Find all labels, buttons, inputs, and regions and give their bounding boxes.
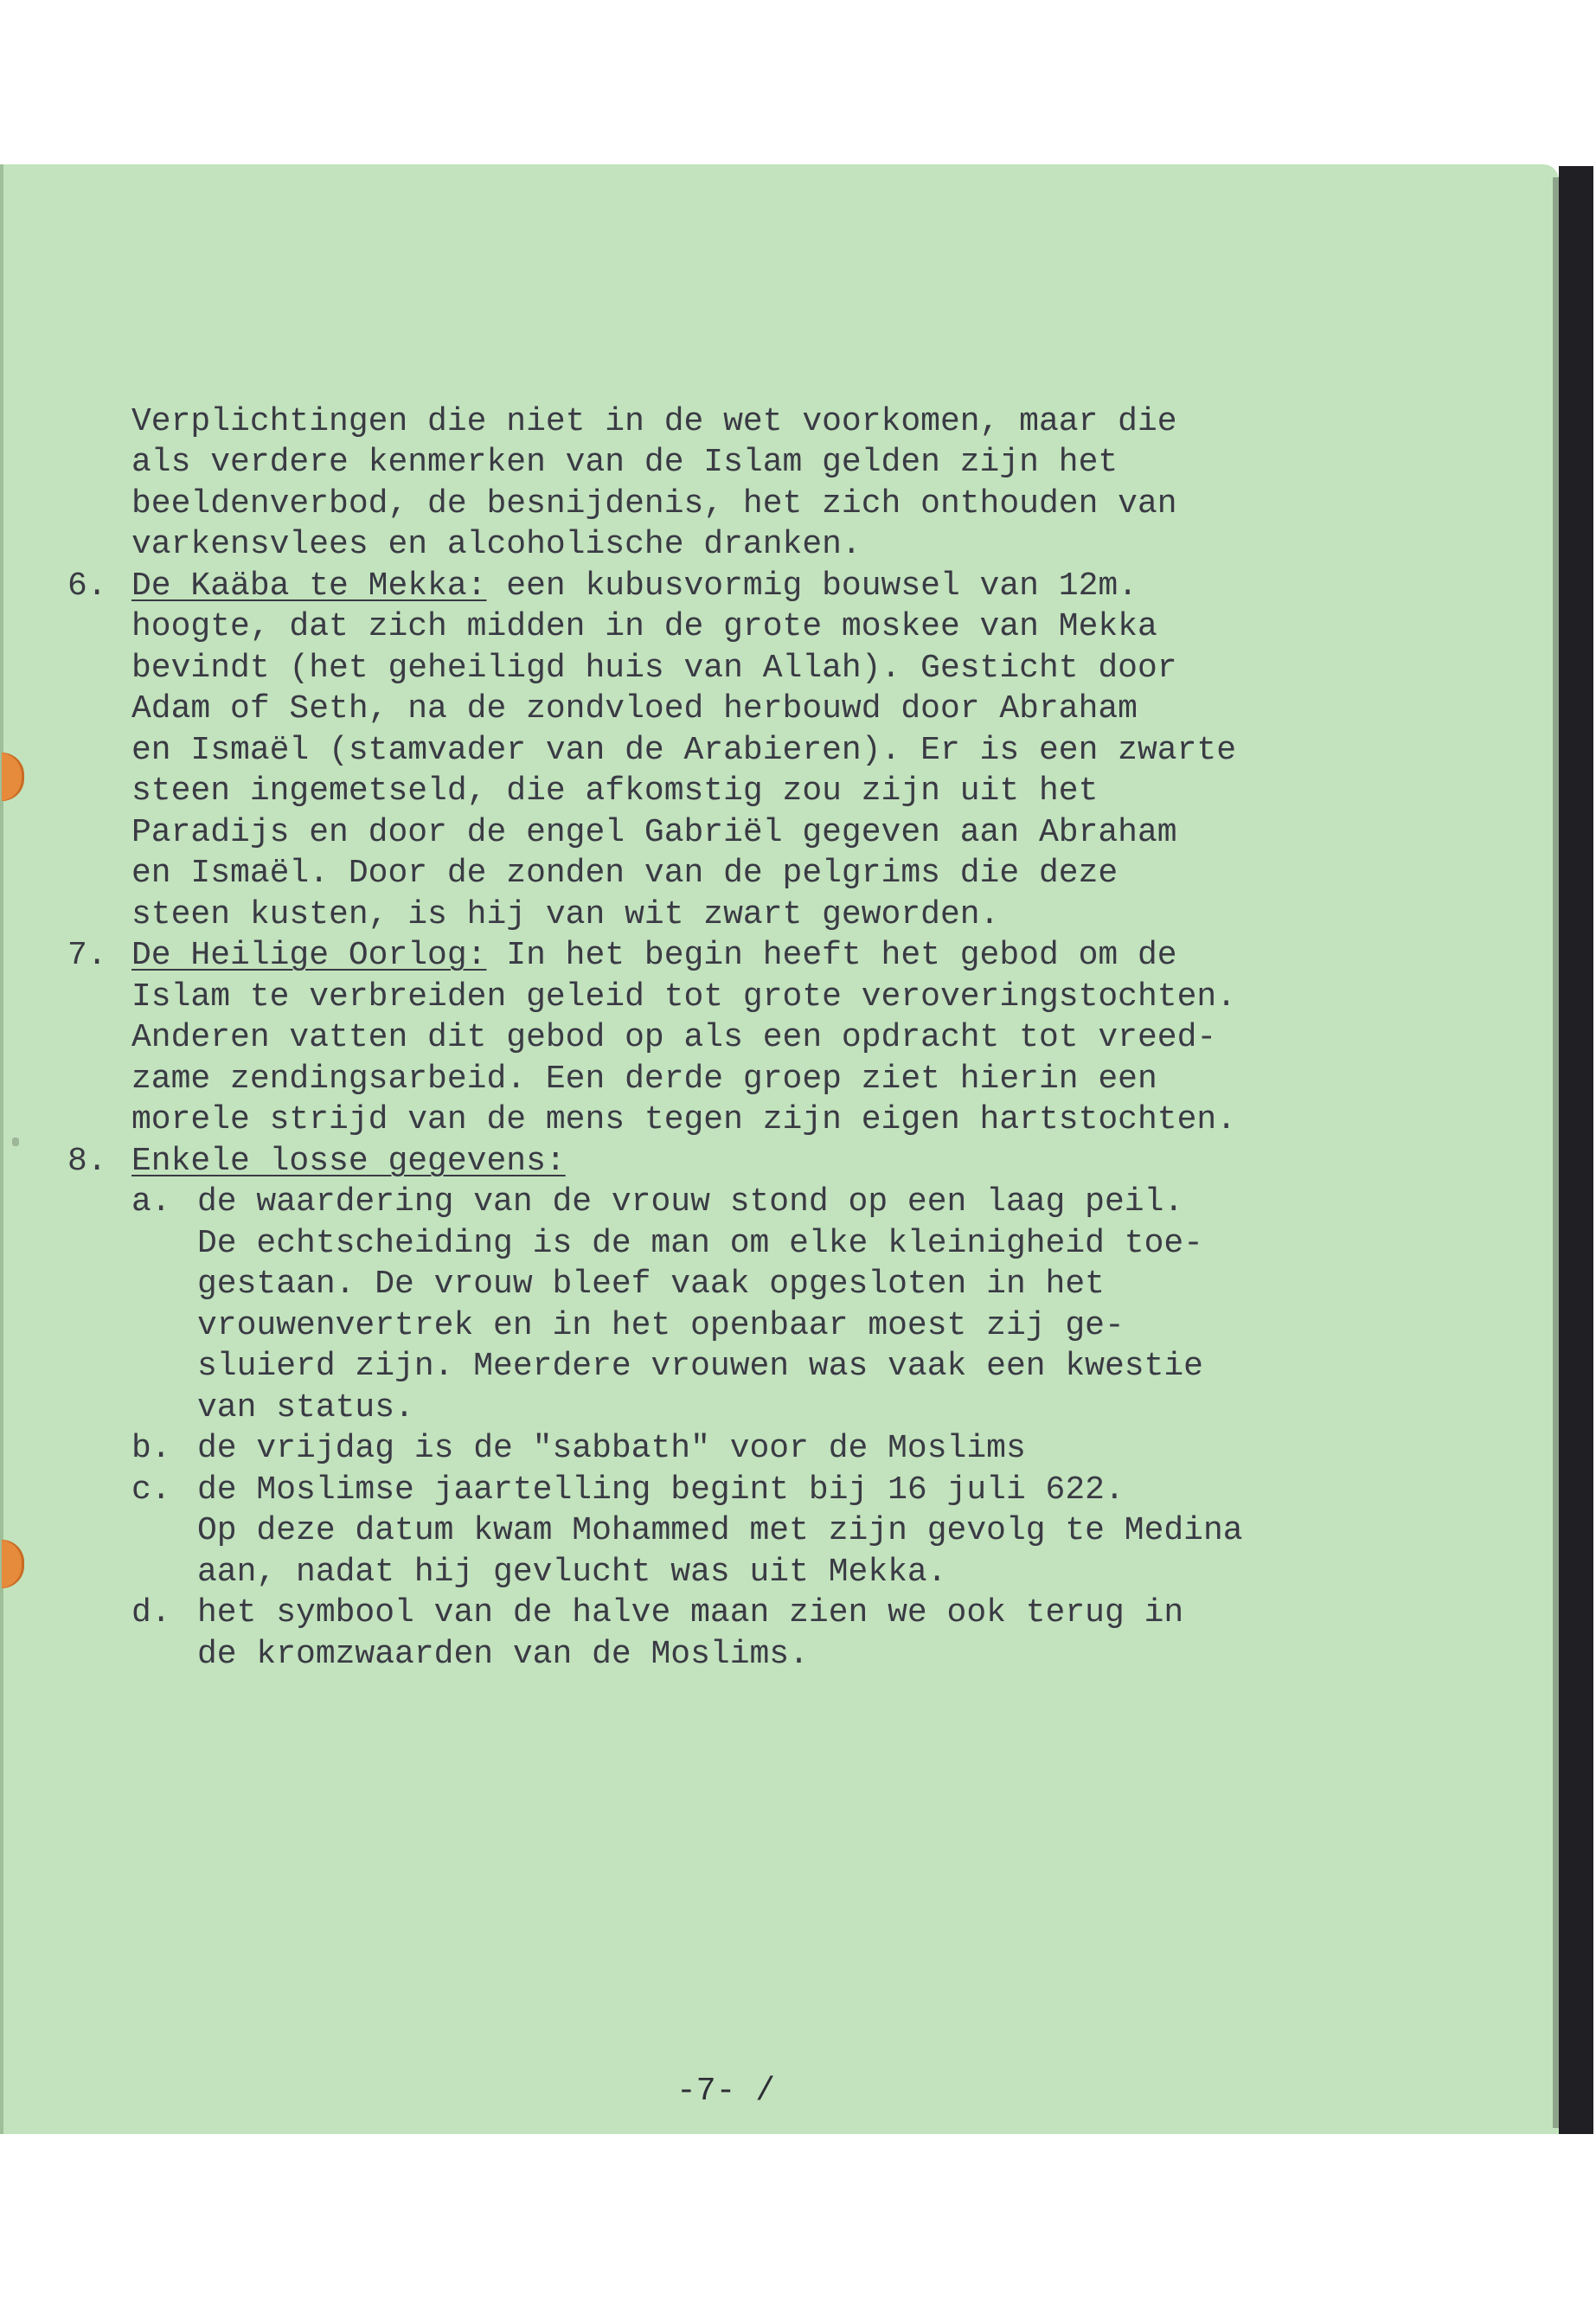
section-6-title: De Kaäba te Mekka:: [131, 567, 487, 605]
item-b-line-1: de vrijdag is de "sabbath" voor de Moslims: [197, 1430, 1026, 1467]
item-c-line-1: de Moslimse jaartelling begint bij 16 juli 622.: [197, 1471, 1125, 1509]
item-a-line-1: de waardering van de vrouw stond op een laag peil.: [197, 1183, 1184, 1221]
section-7-line-1: [131, 936, 1177, 976]
item-d-label: d.: [131, 1594, 171, 1631]
intro-line-4: varkensvlees en alcoholische dranken.: [131, 526, 862, 563]
paper-mark: [12, 1138, 19, 1146]
section-6-line-5: en Ismaël (stamvader van de Arabieren). Er is een zwarte: [131, 732, 1237, 769]
section-6-number: 6.: [67, 567, 107, 605]
section-7-number: 7.: [67, 937, 107, 974]
item-c-label: c.: [131, 1471, 171, 1509]
section-7-line-3: Anderen vatten dit gebod op als een opdracht tot vreed-: [131, 1019, 1217, 1056]
section-7-line-4: zame zendingsarbeid. Een derde groep ziet hierin een: [131, 1061, 1157, 1098]
page-number: -7- /: [676, 2073, 776, 2110]
section-6-line-1: [131, 567, 1138, 606]
section-8-number: 8.: [67, 1143, 107, 1180]
item-a-label: a.: [131, 1183, 171, 1221]
section-6-line-7: Paradijs en door de engel Gabriël gegeven aan Abraham: [131, 814, 1177, 851]
section-8-title-line: [131, 1142, 566, 1182]
section-6-line-4: Adam of Seth, na de zondvloed herbouwd door Abraham: [131, 690, 1138, 727]
section-7-line-1-text: In het begin heeft het gebod om de: [486, 937, 1177, 974]
item-a-line-4: vrouwenvertrek en in het openbaar moest zij ge-: [197, 1307, 1125, 1344]
section-6-line-3: bevindt (het geheiligd huis van Allah). Gesticht door: [131, 650, 1177, 687]
section-6-line-9: steen kusten, is hij van wit zwart geworden.: [131, 896, 1000, 933]
item-a-line-2: De echtscheiding is de man om elke kleinigheid toe-: [197, 1225, 1203, 1262]
item-c-line-3: aan, nadat hij gevlucht was uit Mekka.: [197, 1554, 947, 1591]
item-d-line-2: de kromzwaarden van de Moslims.: [197, 1636, 809, 1673]
intro-line-1: Verplichtingen die niet in de wet voorkomen, maar die: [131, 403, 1177, 440]
item-a-line-5: sluierd zijn. Meerdere vrouwen was vaak een kwestie: [197, 1348, 1203, 1385]
item-d-line-1: het symbool van de halve maan zien we ook terug in: [197, 1594, 1184, 1631]
section-8-title: Enkele losse gegevens:: [131, 1143, 566, 1180]
section-6-line-1-text: een kubusvormig bouwsel van 12m.: [486, 567, 1138, 605]
item-a-line-6: van status.: [197, 1389, 414, 1426]
section-7-line-2: Islam te verbreiden geleid tot grote veroveringstochten.: [131, 978, 1237, 1016]
sheet-left-edge: [0, 164, 3, 2134]
section-6-line-8: en Ismaël. Door de zonden van de pelgrims die deze: [131, 855, 1118, 892]
binder-edge: [1559, 166, 1593, 2134]
item-b-label: b.: [131, 1430, 171, 1467]
section-7-line-5: morele strijd van de mens tegen zijn eigen hartstochten.: [131, 1101, 1237, 1138]
intro-line-3: beeldenverbod, de besnijdenis, het zich onthouden van: [131, 485, 1177, 522]
item-c-line-2: Op deze datum kwam Mohammed met zijn gevolg te Medina: [197, 1512, 1243, 1549]
item-a-line-3: gestaan. De vrouw bleef vaak opgesloten in het: [197, 1266, 1105, 1303]
section-6-line-6: steen ingemetseld, die afkomstig zou zijn uit het: [131, 772, 1099, 810]
section-7-title: De Heilige Oorlog:: [131, 937, 487, 974]
section-6-line-2: hoogte, dat zich midden in de grote moskee van Mekka: [131, 608, 1157, 645]
intro-line-2: als verdere kenmerken van de Islam gelden zijn het: [131, 444, 1118, 481]
